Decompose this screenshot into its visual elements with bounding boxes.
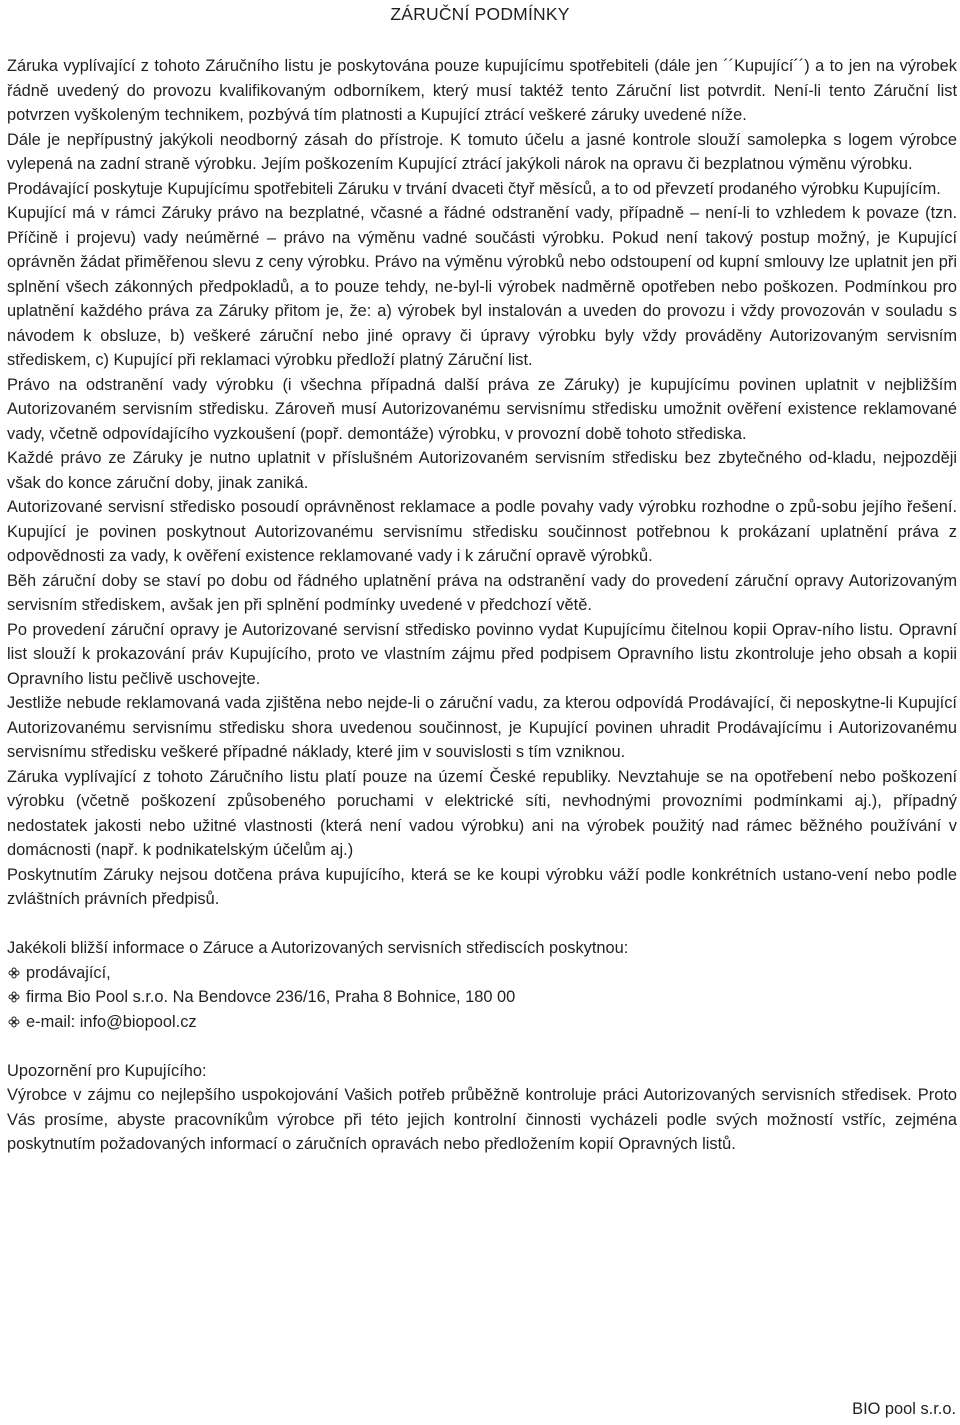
flower-bullet-icon: [8, 1016, 20, 1028]
page-title: ZÁRUČNÍ PODMÍNKY: [390, 4, 570, 24]
flower-bullet-icon: [8, 967, 20, 979]
paragraph-service-assessment: Autorizované servisní středisko posoudí oprávněnost reklamace a podle povahy vady výrobku rozhodne o způ-sobu jejího řešení. Kupující je povinen poskytnout Autorizovanému servisnímu středisku součinnost potřebnou k prokázaní uplatnění práva z odpovědnosti za vady, k ověření existence reklamované vady i k záruční opravě výrobků.: [7, 498, 957, 565]
list-item: [7, 985, 957, 1010]
flower-bullet-icon: [8, 991, 20, 1003]
paragraph-territory: Záruka vyplívající z tohoto Záručního listu platí pouze na území České republiky. Nevztahuje se na opotřebení nebo poškození výrobku (včetně poškození způsobeného poruchami v elektrické síti, nevhodnými provozními podmínkami aj.), případný nedostatek jakosti nebo užitné vlastnosti (která není vadou výrobku) ani na výrobek použitý nad rámec běžného používání v domácnosti (např. k podnikatelským účelům aj.): [7, 767, 957, 859]
paragraph-eligibility: Záruka vyplívající z tohoto Záručního listu je poskytována pouze kupujícímu spotřebiteli (dále jen ´´Kupující´´) a to jen na výrobek řádně uvedený do provozu kvalifikovaným odborníkem, který musí taktéž tento Záruční list potvrdit. Není-li tento Záruční list potvrzen vyškoleným technikem, pozbývá tím platnosti a Kupující ztrácí veškeré záruky uvedené níže.: [7, 57, 957, 124]
list-item: [7, 961, 957, 986]
contact-item-text: firma Bio Pool s.r.o. Na Bendovce 236/16, Praha 8 Bohnice, 180 00: [26, 988, 516, 1006]
paragraph-claim-location: Právo na odstranění vady výrobku (i všechna případná další práva ze Záruky) je kupujícímu povinen uplatnit v nejbližším Autorizovaném servisním středisku. Zároveň musí Autorizovanému servisnímu středisku umožnit ověření existence reklamované vady, včetně odpovídajícího vyzkoušení (popř. demontáže) výrobku, v provozní době tohoto střediska.: [7, 375, 957, 443]
paragraph-costs: Jestliže nebude reklamovaná vada zjištěna nebo nejde-li o záruční vadu, za kterou odpovídá Prodávající, či neposkytne-li Kupující Autorizovanému servisnímu středisku shora uvedenou součinnost, je Kupující povinen uhradit Prodávajícímu i Autorizovanému servisnímu středisku veškeré případné náklady, které jim v souvislosti s tím vzniknou.: [7, 694, 957, 761]
company-signature: BIO pool s.r.o.: [852, 1400, 956, 1418]
contact-intro: Jakékoli bližší informace o Záruce a Autorizovaných servisních střediscích poskytnou:: [7, 939, 629, 957]
paragraph-duration: Prodávající poskytuje Kupujícímu spotřebiteli Záruku v trvání dvaceti čtyř měsíců, a to od převzetí prodaného výrobku Kupujícím.: [7, 179, 941, 198]
paragraph-buyer-rights: Kupující má v rámci Záruky právo na bezplatné, včasné a řádné odstranění vady, případně – není-li to vzhledem k povaze (tzn. Příčině i projevu) vady neúměrné – právo na výměnu vadné součásti výrobku. Pokud není takový postup možný, je Kupující oprávněn žádat přiměřenou slevu z ceny výrobku. Právo na výměnu výrobků nebo odstoupení od kupní smlouvy lze uplatnit jen při splnění všech zákonných předpokladů, a to pouze tehdy, ne-byl-li výrobek nadměrně opotřeben nebo poškozen. Podmínkou pro uplatnění každého práva za Záruky přitom je, že: a) výrobek byl instalován a uveden do provozu i vždy provozován v souladu s návodem k obsluze, b) veškeré záruční nebo jiné opravy či úpravy výrobku byly vždy prováděny Autorizovaným servisním střediskem, c) Kupující při reklamaci výrobku předloží platný Záruční list.: [7, 204, 957, 369]
spacer: [7, 1034, 957, 1059]
contact-item-text: prodávající,: [26, 963, 111, 982]
paragraph-period-suspension: Běh záruční doby se staví po dobu od řádného uplatnění práva na odstranění vady do provedení záruční opravy Autorizovaným servisním střediskem, avšak jen při splnění podmínky uvedené v předchozí větě.: [7, 571, 957, 614]
notice-text: Výrobce v zájmu co nejlepšího uspokojování Vašich potřeb průběžně kontroluje práci Autorizovaných servisních středisek. Proto Vás prosíme, abyste pracovníkům výrobce při této jejich kontrolní činnosti vycházeli podle svých možností vstříc, zejména poskytnutím požadovaných informací o záručních opravách nebo předložením kopií Opravných listů.: [7, 1086, 957, 1153]
paragraph-repair-sheet: Po provedení záruční opravy je Autorizované servisní středisko povinno vydat Kupujícímu čitelnou kopii Oprav-ního listu. Opravní list slouží k prokazování práv Kupujícího, proto ve vlastním zájmu před podpisem Opravního listu zkontroluje jeho obsah a kopii Opravního listu pečlivě uschovejte.: [7, 620, 957, 688]
contact-item-text: e-mail: info@biopool.cz: [26, 1012, 197, 1031]
paragraph-tampering: Dále je nepřípustný jakýkoli neodborný zásah do přístroje. K tomuto účelu a jasné kontrole slouží samolepka s logem výrobce vylepená na zadní straně výrobku. Jejím poškozením Kupující ztrácí jakýkoli nárok na opravu či bezplatnou výměnu výrobku.: [7, 130, 957, 173]
contact-list: [7, 961, 957, 1035]
paragraph-legal-rights: Poskytnutím Záruky nejsou dotčena práva kupujícího, která se ke koupi výrobku váží podle konkrétních ustano-vení nebo podle zvláštních právních předpisů.: [7, 865, 957, 908]
warranty-body: [7, 54, 957, 1157]
list-item: [7, 1010, 957, 1035]
paragraph-claim-deadline: Každé právo ze Záruky je nutno uplatnit v příslušném Autorizovaném servisním středisku bez zbytečného od-kladu, nejpozději však do konce záruční doby, jinak zaniká.: [7, 449, 957, 492]
notice-heading: Upozornění pro Kupujícího:: [7, 1061, 207, 1080]
spacer: [7, 912, 957, 937]
